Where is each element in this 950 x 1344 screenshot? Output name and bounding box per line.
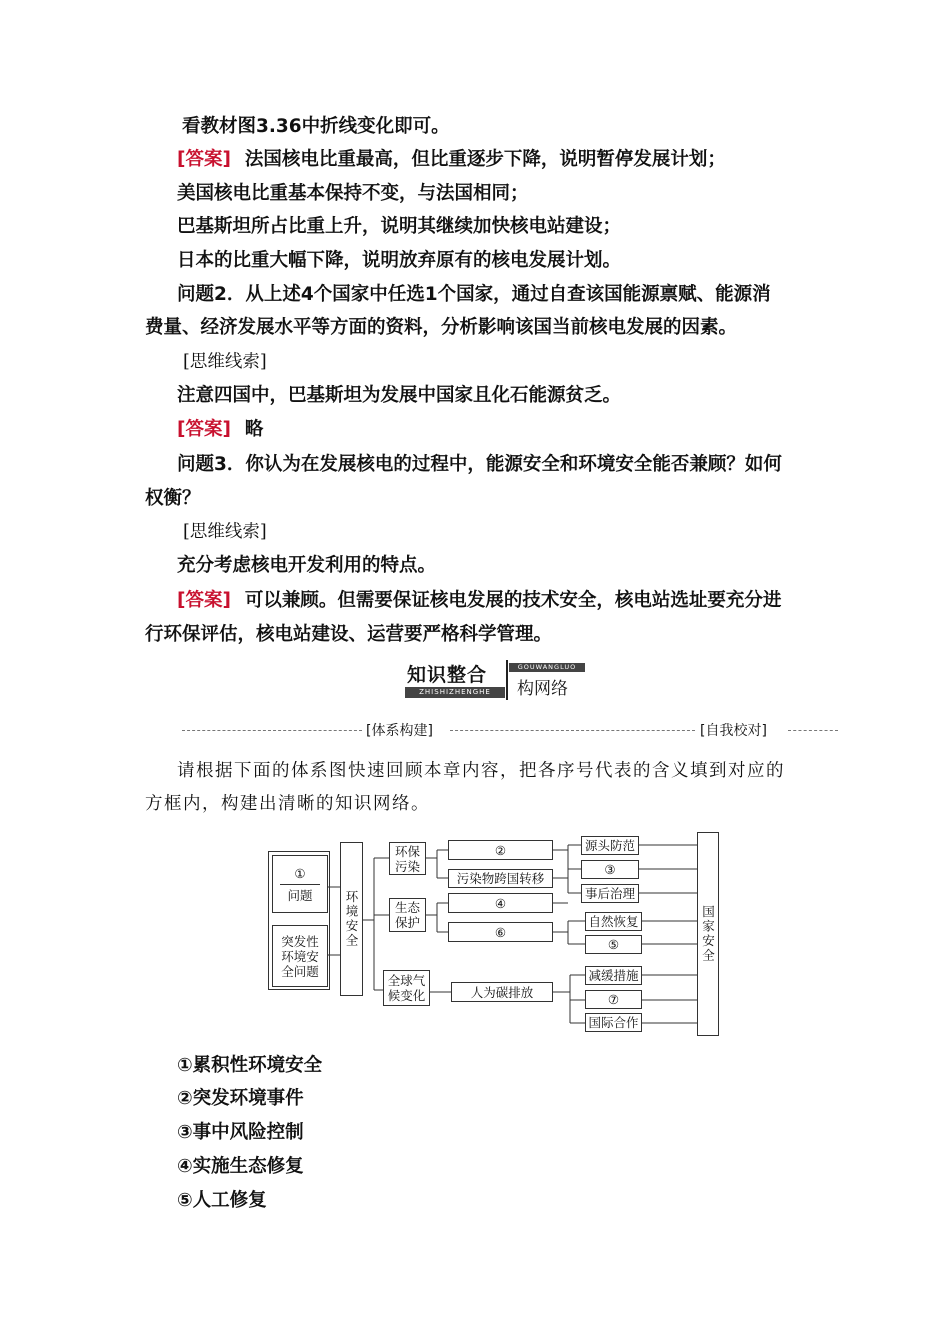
answer-item-2: ②突发环境事件	[177, 1088, 304, 1109]
blank-3-box: ③	[581, 860, 639, 879]
question-line: 权衡？	[145, 488, 201, 509]
answer-item-4: ④实施生态修复	[177, 1156, 304, 1177]
answer-tag: [答案]	[177, 149, 231, 170]
sudden-problem-box: 突发性环境安全问题	[272, 925, 328, 987]
connector	[639, 845, 697, 1023]
banner-right-pinyin: GOUWANGLUO	[509, 663, 585, 672]
banner-left-pinyin: ZHISHIZHENGHE	[405, 687, 505, 698]
answer-text: 法国核电比重最高，但比重逐步下降，说明暂停发展计划；	[244, 149, 726, 170]
intl-cooperation-box: 国际合作	[585, 1013, 642, 1032]
transboundary-box: 污染物跨国转移	[448, 869, 553, 888]
section-label-left: [体系构建]	[364, 720, 435, 740]
text-line: 看教材图3.36中折线变化即可。	[182, 116, 450, 137]
text-line: 巴基斯坦所占比重上升，说明其继续加快核电站建设；	[177, 216, 622, 237]
mitigation-box: 减缓措施	[585, 966, 642, 985]
connector	[553, 903, 585, 944]
answer-tag: [答案]	[177, 419, 231, 440]
hint-tag: [思维线索]	[183, 522, 267, 542]
hint-tag: [思维线索]	[183, 352, 267, 372]
banner-right-title: 构网络	[517, 679, 568, 699]
blank-2-box: ②	[448, 840, 553, 860]
problem-label: 问题	[287, 887, 313, 903]
question-line: 问题2．从上述4个国家中任选1个国家，通过自查该国能源禀赋、能源消	[177, 284, 771, 305]
connector	[553, 975, 585, 1023]
text-line: 日本的比重大幅下降，说明放弃原有的核电发展计划。	[177, 250, 622, 271]
source-prevention-box: 源头防范	[581, 836, 639, 855]
answer-text: 可以兼顾。但需要保证核电发展的技术安全，核电站选址要充分进	[244, 590, 782, 611]
after-treatment-box: 事后治理	[581, 884, 639, 903]
climate-change-box: 全球气候变化	[383, 970, 430, 1006]
blank-4-box: ④	[448, 893, 553, 913]
pollution-box: 环保污染	[389, 842, 426, 875]
outer-left-frame	[268, 851, 330, 990]
answer-item-3: ③事中风险控制	[177, 1122, 304, 1143]
instruction-line: 方框内，构建出清晰的知识网络。	[145, 794, 430, 814]
text-line: 美国核电比重基本保持不变，与法国相同；	[177, 183, 529, 204]
question-line: 费量、经济发展水平等方面的资料，分析影响该国当前核电发展的因素。	[145, 317, 738, 338]
answer-item-5: ⑤人工修复	[177, 1190, 267, 1211]
national-security-box: 国家安全	[697, 832, 719, 1036]
blank-5-box: ⑤	[585, 935, 642, 954]
question-line: 问题3．你认为在发展核电的过程中，能源安全和环境安全能否兼顾？如何	[177, 454, 782, 475]
blank-7-box: ⑦	[585, 990, 642, 1009]
blank-6-box: ⑥	[448, 922, 553, 942]
carbon-emission-box: 人为碳排放	[451, 982, 553, 1002]
env-security-box: 环境安全	[340, 842, 363, 996]
hint-text: 充分考虑核电开发利用的特点。	[177, 555, 437, 576]
answer-text: 略	[244, 419, 264, 440]
instruction-line: 请根据下面的体系图快速回顾本章内容，把各序号代表的含义填到对应的	[177, 761, 785, 781]
answer-tag: [答案]	[177, 590, 231, 611]
hint-text: 注意四国中，巴基斯坦为发展中国家且化石能源贫乏。	[177, 385, 622, 406]
banner-left-title: 知识整合	[407, 664, 488, 686]
connector	[426, 850, 448, 878]
section-label-right: [自我校对]	[698, 720, 769, 740]
connector	[426, 903, 448, 932]
natural-recovery-box: 自然恢复	[585, 912, 642, 931]
blank-1-label: ①	[294, 865, 306, 881]
answer-item-1: ①累积性环境安全	[177, 1055, 323, 1076]
connector	[553, 845, 581, 893]
text-line: 行环保评估，核电站建设、运营要严格科学管理。	[145, 624, 553, 645]
eco-protection-box: 生态保护	[389, 898, 426, 932]
